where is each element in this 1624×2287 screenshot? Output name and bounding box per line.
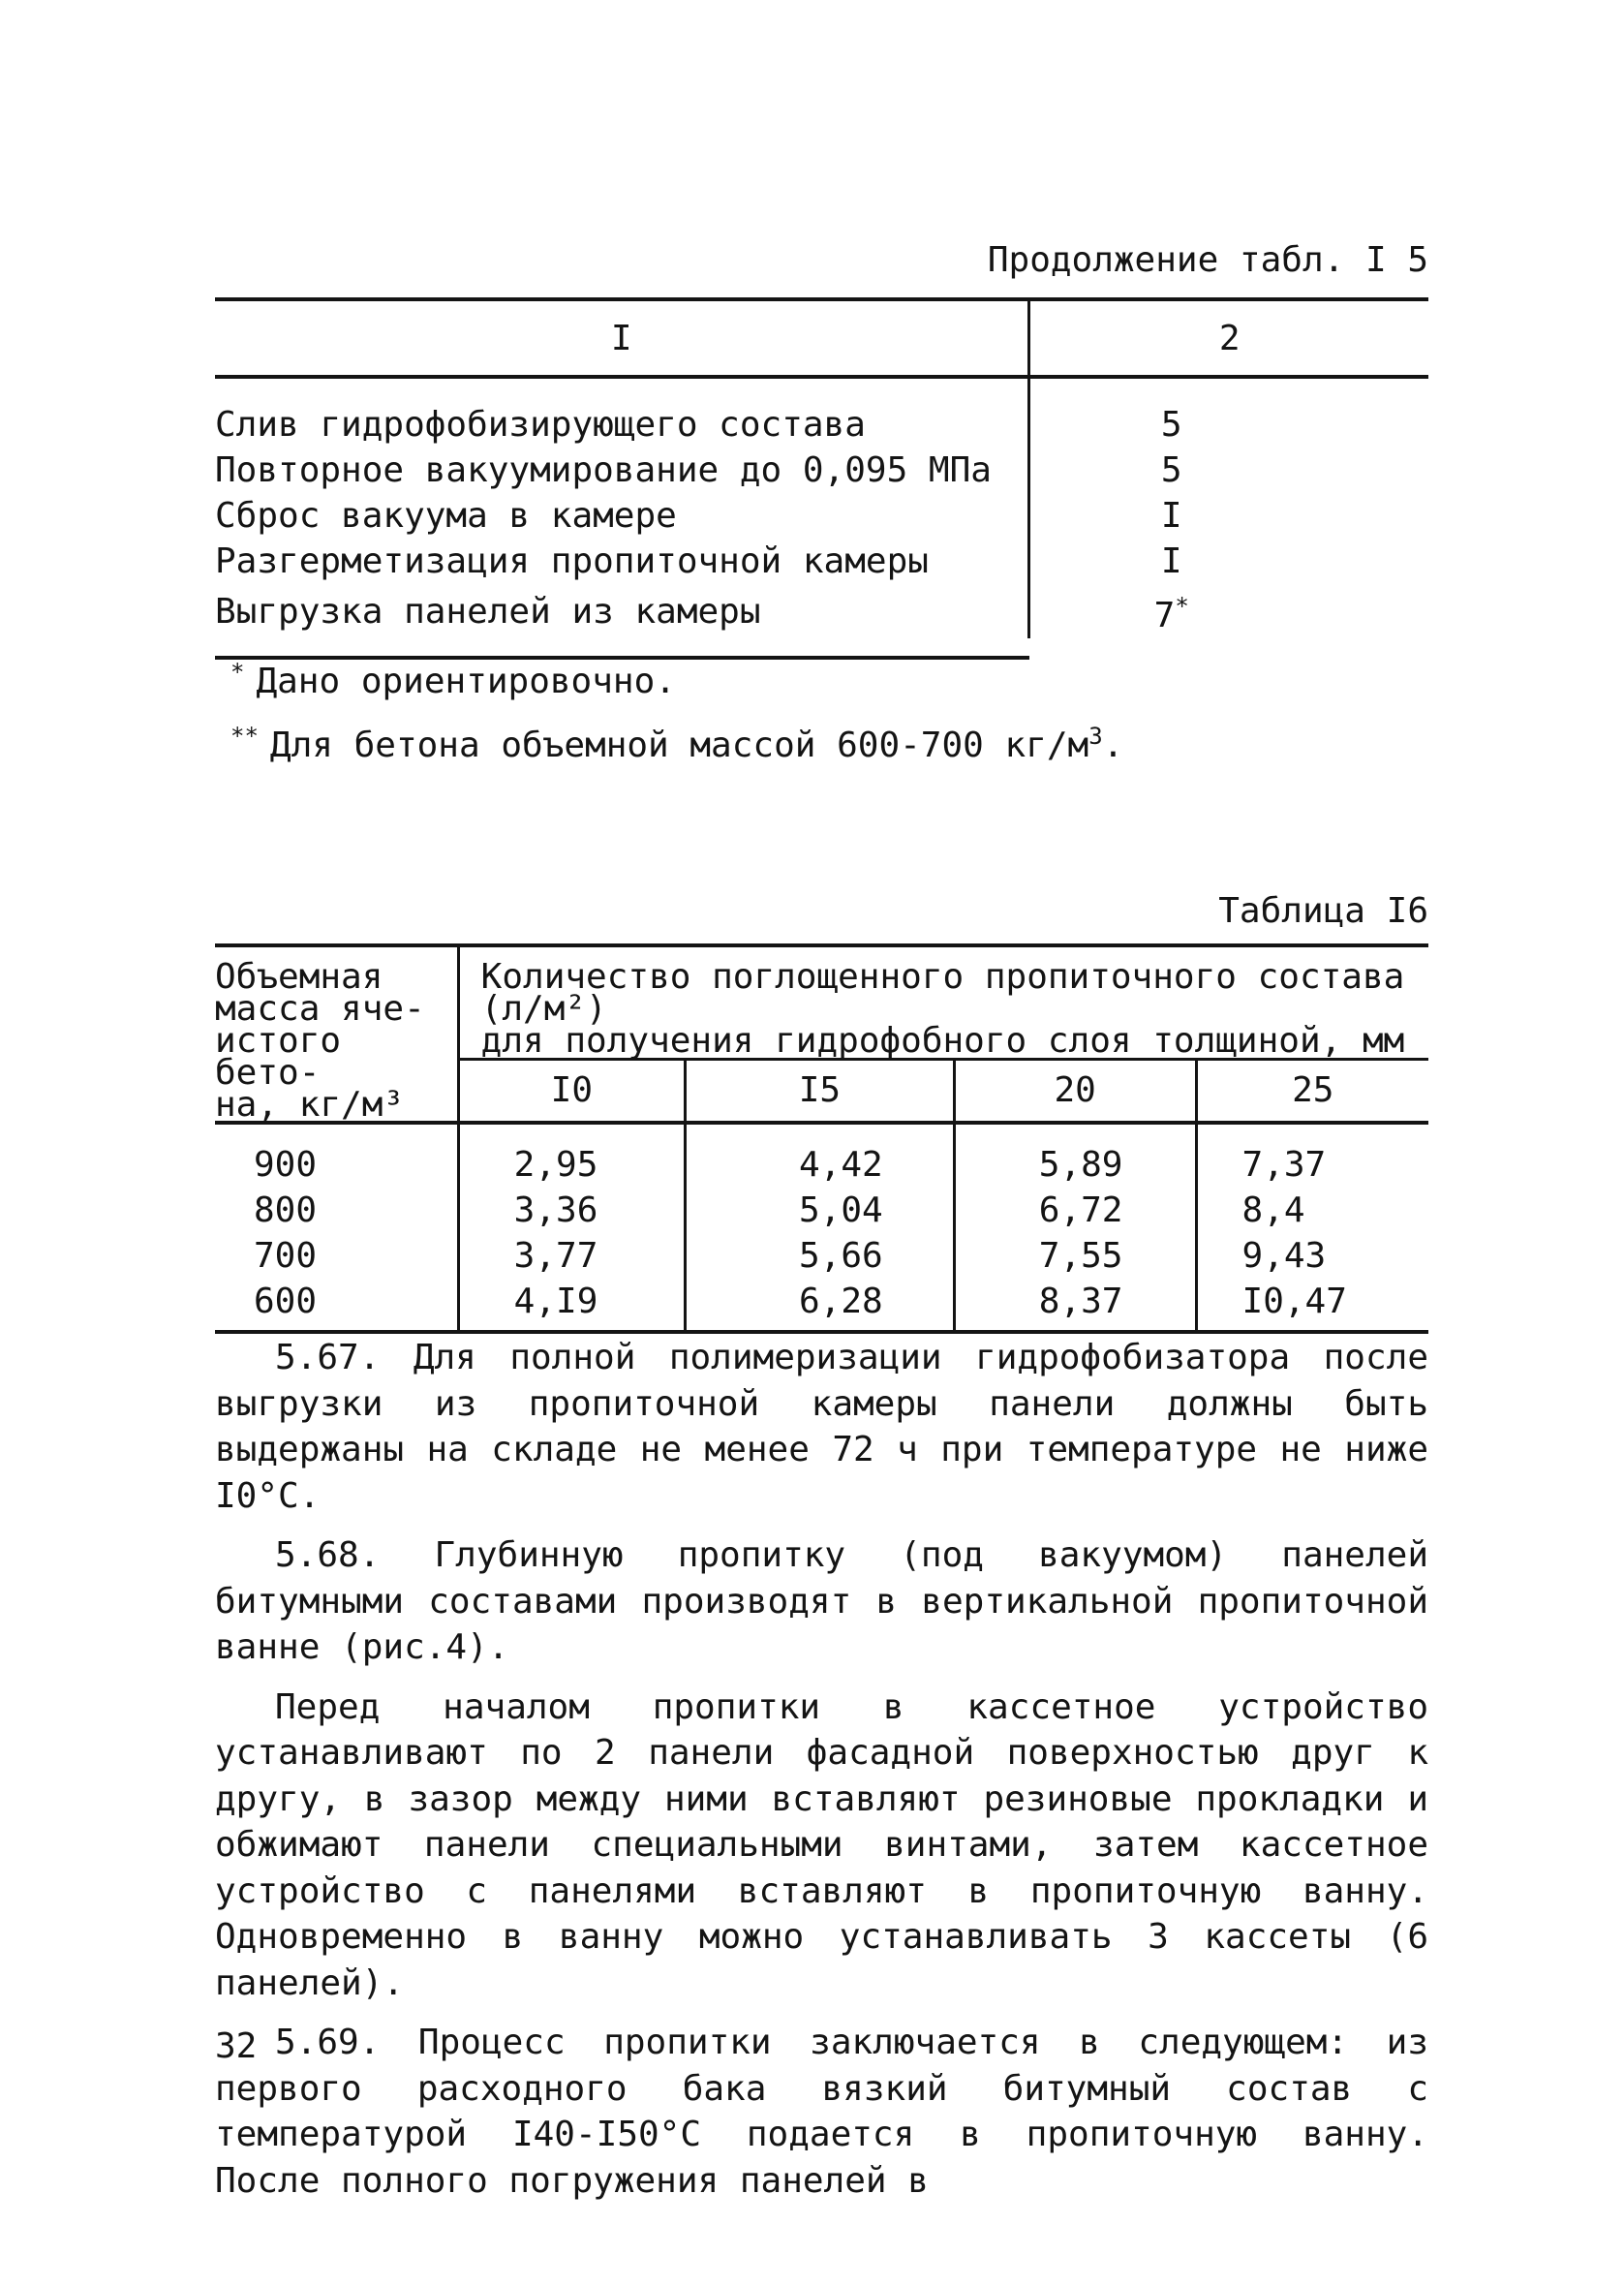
table15-value: 7 [1153,596,1176,635]
value-cell: 3,36 [513,1190,598,1230]
table16-caption: Таблица I6 [1218,891,1428,931]
paragraph-5-68: 5.68. Глубинную пропитку (под вакуумом) панелей битумными составами производят в вертикальной пропиточной ванне (рис.4). [215,1535,1428,1667]
table15-bottom-rule-right [1029,638,1428,658]
thickness-header: 25 [1196,1059,1428,1123]
value-cell: 2,95 [513,1145,598,1185]
table15-header-col2: 2 [1029,299,1428,377]
table15-value: 5 [1029,377,1428,448]
value-cell: 9,43 [1196,1233,1428,1279]
table15-operation: Сброс вакуума в камере [215,496,677,536]
body-text [215,1335,1428,2217]
quantity-header-line: для получения гидрофобного слоя толщиной, мм [480,1021,1405,1061]
footnote-superscript: 3 [1088,723,1103,750]
density-cell: 600 [215,1279,458,1332]
value-cell: 7,37 [1196,1123,1428,1188]
table15-operation: Выгрузка панелей из камеры [215,591,761,632]
value-cell: 5,04 [685,1188,954,1233]
value-cell: 4,42 [685,1123,954,1188]
table15-operation: Разгерметизация пропиточной камеры [215,541,929,581]
table15-operation: Слив гидрофобизирующего состава [215,405,866,445]
footnote-tail: . [1102,726,1124,765]
table-row [215,1279,1428,1332]
table-row [215,1123,1428,1188]
thickness-header: 20 [954,1059,1196,1123]
table-row [215,1188,1428,1233]
page-number: 32 [215,2026,258,2066]
table16 [215,943,1428,1334]
table15-continuation-caption: Продолжение табл. I 5 [987,240,1428,280]
footnote-1 [230,659,676,701]
paragraph-5-67: 5.67. Для полной полимеризации гидрофобизатора после выгрузки из пропиточной камеры панели должны быть выдержаны на складе не менее 72 ч при температуре не ниже I0°С. [215,1338,1428,1516]
table-row [215,539,1428,584]
value-cell: 4,I9 [458,1279,685,1332]
thickness-header: I0 [458,1059,685,1123]
paragraph-5-69: 5.69. Процесс пропитки заключается в следующем: из первого расходного бака вязкий битумный состав с температурой I40-I50°С подается в пропиточную ванну. После полного погружения панелей в [215,2023,1428,2201]
value-cell: 6,72 [954,1188,1196,1233]
table15-value: I [1029,539,1428,584]
thickness-header: I5 [685,1059,954,1123]
table15-value: I [1029,493,1428,539]
density-cell: 800 [215,1188,458,1233]
table-row [215,584,1428,638]
table-row [215,1233,1428,1279]
value-cell: 8,37 [954,1279,1196,1332]
paragraph-cassette: Перед началом пропитки в кассетное устройство устанавливают по 2 панели фасадной поверхностью друг к другу, в зазор между ними вставляют резиновые прокладки и обжимают панели специальными винтами, затем кассетное устройство с панелями вставляют в пропиточную ванну. Одновременно в ванну можно устанавливать 3 кассеты (6 панелей). [215,1686,1428,2003]
table15-bottom-rule-left [215,638,1029,658]
value-cell: 7,55 [954,1233,1196,1279]
table15-value: 5 [1029,448,1428,493]
density-cell: 700 [215,1233,458,1279]
density-header-line: на, кг/м³ [215,1085,405,1125]
density-cell: 900 [215,1123,458,1188]
footnote-mark: * [230,659,245,686]
table16-header-row [215,945,1428,1059]
value-cell: 6,28 [685,1279,954,1332]
table-row [215,377,1428,448]
value-cell: 5,89 [954,1123,1196,1188]
table-row [215,448,1428,493]
footnote-reference: * [1175,593,1189,620]
table-row [215,493,1428,539]
value-cell: I0,47 [1196,1279,1428,1332]
table15-value-cell [1029,584,1428,638]
table15-bottom-rule [215,638,1428,658]
quantity-header-line: Количество поглощенного пропиточного состава (л/м²) [480,957,1405,1029]
density-header-line: истого бето- [215,1021,342,1093]
footnote-2 [230,723,1123,765]
density-header-line: Объемная [215,957,383,997]
table16-density-header [215,945,458,1123]
table15 [215,297,1428,660]
value-cell: 3,77 [513,1236,598,1276]
density-header-line: масса яче- [215,989,425,1029]
footnote-mark: ** [230,723,259,750]
footnote-text: Дано ориентировочно. [256,662,676,701]
value-cell: 8,4 [1196,1188,1428,1233]
table15-operation: Повторное вакуумирование до 0,095 МПа [215,450,992,490]
table15-header-row [215,299,1428,377]
table16-quantity-header [458,945,1428,1059]
value-cell: 5,66 [685,1233,954,1279]
footnote-text: Для бетона объемной массой 600-700 кг/м [269,726,1089,765]
table15-header-col1: I [215,299,1029,377]
